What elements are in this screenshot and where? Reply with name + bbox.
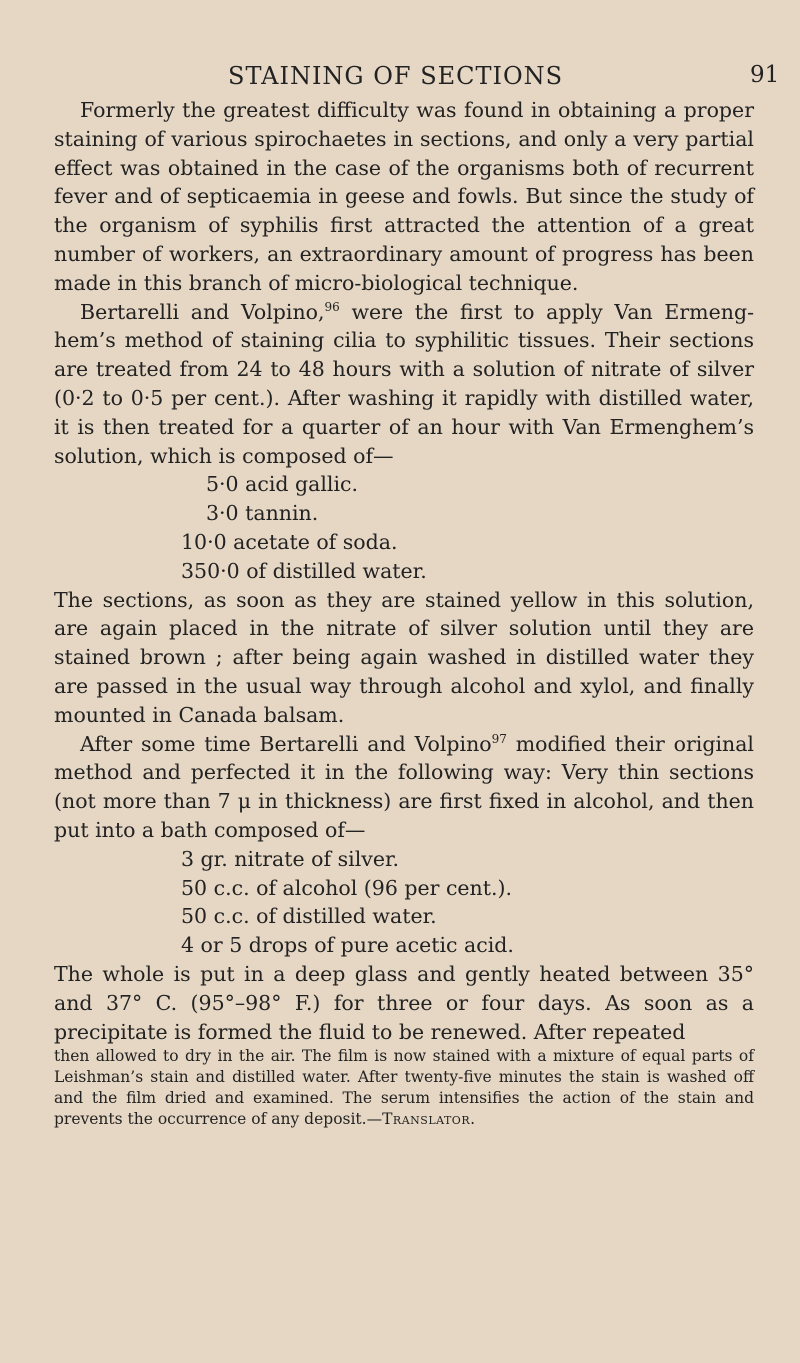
recipe-2-item: 50 c.c. of distilled water. [181,904,437,929]
recipe-1-item: 3·0 tannin. [206,501,319,526]
paragraph-1: Formerly the greatest difficulty was found in obtaining a proper staining of various spirochaetes in sections, and only a very partial effect was obtained in the case of the organisms both of recurrent fever and of septicaemia in geese and fowls. But since the study of the organism of syphilis first attracted the attention of a great number of workers, an extraordinary amount of progress has been made in this branch of micro-biological technique. [54,98,754,295]
paragraph-2-start: Bertarelli and Volpino, [80,299,325,324]
paragraph-4-rest: modified their original method and perfected it in the following way: Very thin sections (not more than 7 μ in thickness) are first fixed in alcohol, and then put into a bath composed of— [54,731,754,842]
footnote-text: then allowed to dry in the air. The film is now stained with a mixture of equal parts of Leishman’s stain and distilled water. After twenty-five minutes the stain is washed off and the film dried and examined. The serum intensifies the action of the stain and prevents the occurrence of any deposit.— [54,1047,754,1129]
page-number: 91 [750,62,780,88]
reference-97: 97 [491,731,507,746]
page-body [54,96,754,1130]
recipe-2-item: 3 gr. nitrate of silver. [181,846,400,871]
recipe-list-1 [54,470,754,585]
recipe-1-item: 350·0 of distilled water. [181,558,427,583]
paragraph-5: The whole is put in a deep glass and gently heated between 35° and 37° C. (95°–98° F.) for three or four days. As soon as a precipitate is formed the fluid to be renewed. After repeated [54,961,754,1044]
recipe-2-item: 50 c.c. of alcohol (96 per cent.). [181,875,513,900]
recipe-list-2 [54,845,754,960]
paragraph-2-rest: were the first to apply Van Ermeng-hem’s method of staining cilia to syphilitic tissues. Their sections are treated from 24 to 48 hours with a solution of nitrate of silver (0·2 to 0·5 per cent.). After washing it rapidly with distilled water, it is then treated for a quarter of an hour with Van Ermenghem’s solution, which is composed of— [54,299,755,468]
recipe-1-item: 5·0 acid gallic. [206,472,359,497]
recipe-1-item: 10·0 acetate of soda. [181,529,398,554]
footnote [54,1046,754,1130]
footnote-credit: Translator. [382,1110,476,1129]
reference-96: 96 [324,299,340,314]
paragraph-4-start: After some time Bertarelli and Volpino [80,731,492,756]
paragraph-4 [54,730,754,845]
running-header [0,62,800,92]
paragraph-3: The sections, as soon as they are stained yellow in this solution, are again placed in the nitrate of silver solution until they are stained brown ; after being again washed in distilled water they are passed in the usual way through alcohol and xylol, and finally mounted in Canada balsam. [54,587,754,727]
recipe-2-item: 4 or 5 drops of pure acetic acid. [181,933,514,958]
paragraph-2 [54,298,754,471]
running-title: STAINING OF SECTIONS [228,62,564,90]
